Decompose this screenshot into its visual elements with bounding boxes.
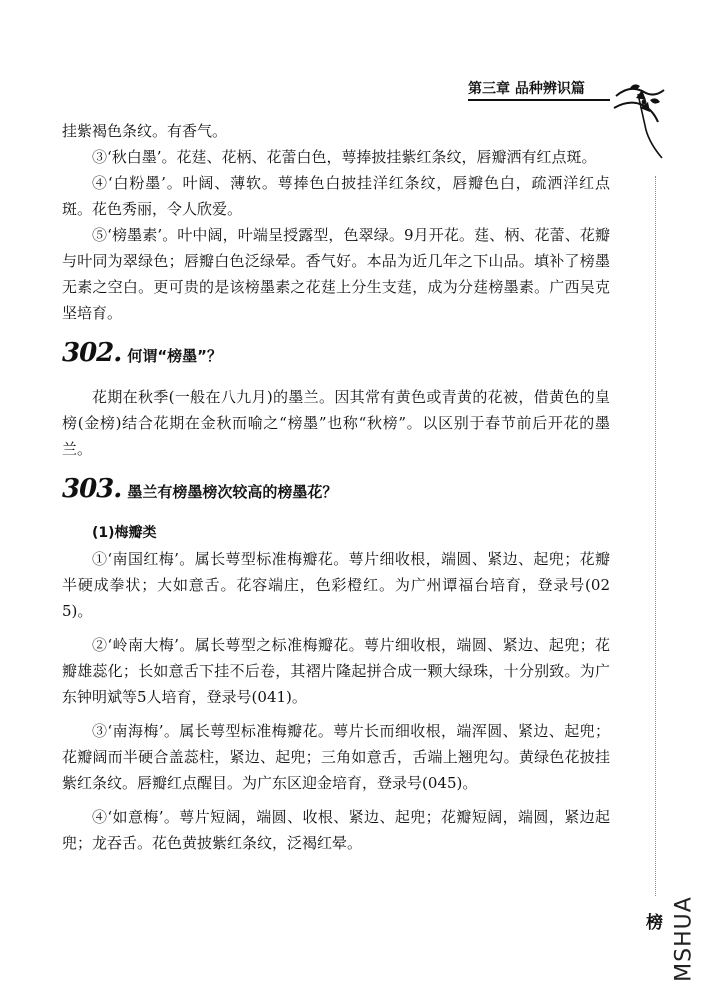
subheading: (1)梅瓣类: [92, 525, 157, 541]
side-dotted-rule: [655, 176, 658, 896]
page-body: [62, 118, 610, 856]
section-number: 303.: [62, 474, 122, 504]
paragraph: ③‘秋白墨’。花莛、花柄、花蕾白色，萼捧披挂紫红条纹，唇瓣洒有红点斑。: [92, 148, 597, 166]
paragraph: ⑤‘榜墨素’。叶中阔，叶端呈授露型，色翠绿。9月开花。莛、柄、花蕾、花瓣与叶同为翠绿色；唇瓣白色泛绿晕。香气好。本品为近几年之下山品。填补了榜墨无素之空白。更可贵的是该榜墨素之花莛上分生支莛，成为分莛榜墨素。广西吴克坚培育。: [62, 226, 610, 322]
section-title: 墨兰有榜墨榜次较高的榜墨花？: [127, 483, 338, 501]
section-number: 302.: [62, 338, 122, 368]
paragraph: ④‘白粉墨’。叶阔、薄软。萼捧色白披挂洋红条纹，唇瓣色白，疏洒洋红点斑。花色秀丽，令人欣爱。: [62, 174, 610, 218]
section-title: 何谓“榜墨”？: [127, 347, 223, 365]
section-heading-302: [62, 338, 610, 384]
list-item: ③‘南海梅’。属长萼型标准梅瓣花。萼片长而细收根，端浑圆、紧边、起兜；花瓣阔而半硬合盖蕊柱，紧边、起兜；三角如意舌，舌端上翘兜勾。黄绿色花披挂紫红条纹。唇瓣红点醒目。为广东区迎金培育，登录号(045)。: [62, 722, 610, 792]
section-heading-303: [62, 474, 610, 520]
list-item: ④‘如意梅’。萼片短阔，端圆、收根、紧边、起兜；花瓣短阔，端圆，紧边起兜；龙吞舌。花色黄披紫红条纹，泛褐红晕。: [62, 808, 610, 852]
running-head: [468, 78, 608, 102]
running-head-rule: [468, 99, 610, 101]
list-item: ①‘南国红梅’。属长萼型标准梅瓣花。萼片细收根，端圆、紧边、起兜；花瓣半硬成拳状；大如意舌。花容端庄，色彩橙红。为广州谭福台培育，登录号(025)。: [62, 550, 610, 620]
orchid-ornament-icon: [610, 78, 670, 162]
paragraph: 花期在秋季(一般在八九月)的墨兰。因其常有黄色或青黄的花被，借黄色的皇榜(金榜)结合花期在金秋而喻之“榜墨”也称“秋榜”。以区别于春节前后开花的墨兰。: [62, 388, 610, 458]
list-item: ②‘岭南大梅’。属长萼型之标准梅瓣花。萼片细收根，端圆、紧边、起兜；花瓣雄蕊化；长如意舌下挂不后卷，其褶片隆起拼合成一颗大绿珠，十分别致。为广东钟明斌等5人培育，登录号(041)。: [62, 636, 610, 706]
watermark: [669, 884, 699, 994]
running-head-title: 第三章 品种辨识篇: [468, 81, 585, 97]
paragraph: 挂紫褐色条纹。有香气。: [62, 122, 228, 140]
watermark-text: MSHUA: [671, 896, 697, 982]
thumb-index-char: 榜: [646, 913, 663, 933]
